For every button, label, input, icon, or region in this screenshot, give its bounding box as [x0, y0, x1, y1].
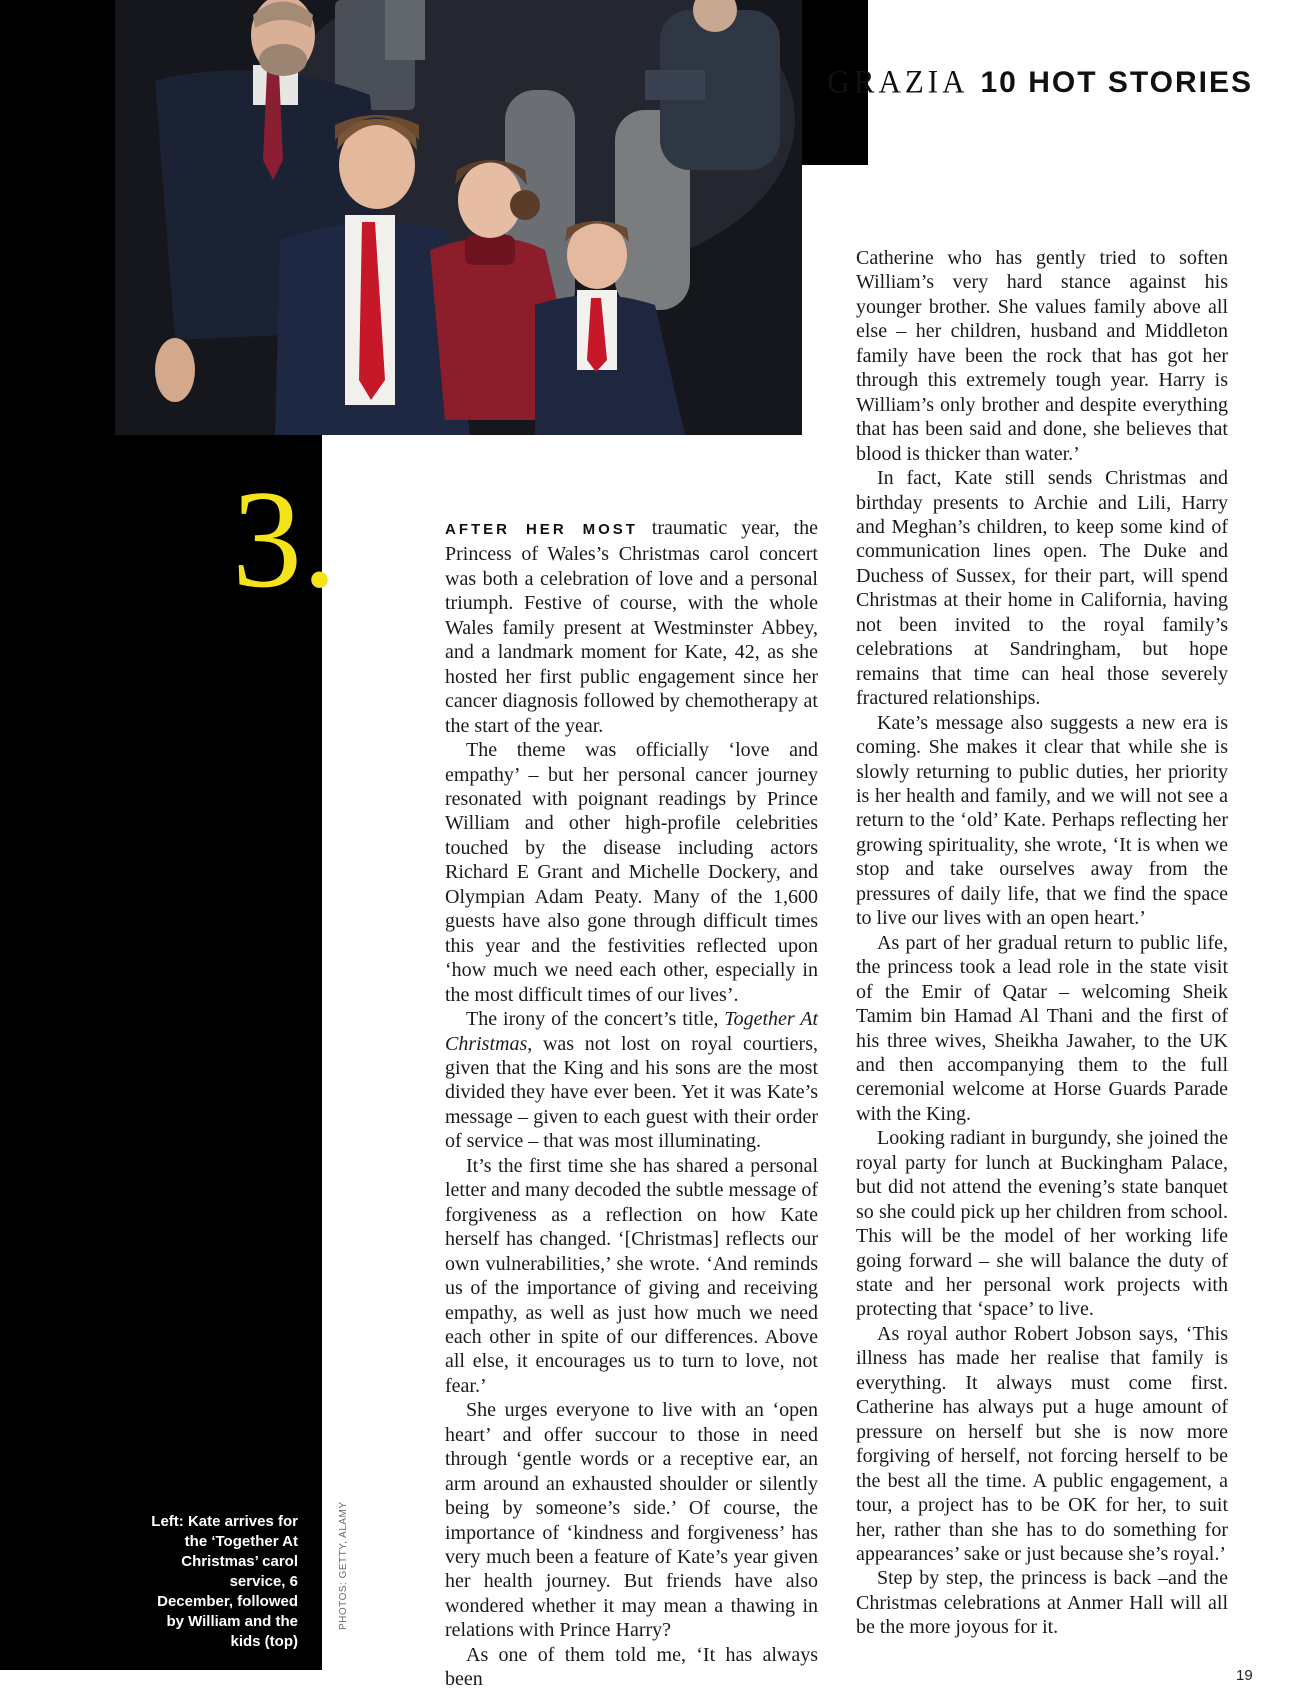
article-paragraph: The theme was officially ‘love and empathy’ – but her personal cancer journey resonated with poignant readings by Prince William and other high-profile celebrities touched by the disease including actors Richard E Grant and Michelle Dockery, and Olympian Adam Peaty. Many of the 1,600 guests have also gone through difficult times this year and the festivities reflected upon ‘how much we need each other, especially in the most difficult times of our lives’. — [445, 739, 818, 1006]
article-column-2 — [856, 246, 1228, 1640]
photo-illustration — [115, 0, 802, 435]
article-paragraph: As part of her gradual return to public life, the princess took a lead role in the state visit of the Emir of Qatar – welcoming Sheik Tamim bin Hamad Al Thani and the first of his three wives, Sheikha Jawaher, to the UK and then accompanying them to the full ceremonial welcome at Horse Guards Parade with the King. — [856, 931, 1228, 1125]
article-paragraph: Kate’s message also suggests a new era is coming. She makes it clear that while she is slowly returning to public duties, her priority is her health and family, and we will not see a return to the ‘old’ Kate. Perhaps reflecting her growing spirituality, she wrote, ‘It is when we stop and take ourselves away from the pressures of daily life, that we find the space to live our lives with an open heart.’ — [856, 711, 1228, 930]
section-title: 10 HOT STORIES — [980, 66, 1253, 99]
royal-family-photo — [115, 0, 802, 435]
article-paragraph: The irony of the concert’s title, Together At Christmas, was not lost on royal courtiers, given that the King and his sons are the most divided they have ever been. Yet it was Kate’s message – given to each guest with their order of service – that was most illuminating. — [445, 1008, 819, 1153]
article-paragraph: As royal author Robert Jobson says, ‘This illness has made her realise that family is everything. It always must come first. Catherine has always put a huge amount of pressure on herself but she is now more forgiving of herself, not forcing herself to be the best all the time. A public engagement, a tour, a project has to be OK for her, to suit her, rather than she has to do something for appearances’ sake or just because she’s royal.’ — [856, 1322, 1228, 1566]
article-paragraph: She urges everyone to live with an ‘open heart’ and offer succour to those in need through ‘gentle words or a receptive ear, an arm around an exhausted shoulder or silently being by someone’s side.’ Of course, the importance of ‘kindness and forgiveness’ has very much been a feature of Kate’s year given her health journey. But friends have also wondered whether it may mean a thawing in relations with Prince Harry? — [445, 1399, 818, 1642]
story-number: 3. — [232, 462, 337, 617]
page-number: 19 — [1236, 1667, 1253, 1684]
lead-in: AFTER HER MOST — [445, 521, 638, 538]
article-paragraph: Catherine who has gently tried to soften William’s very hard stance against his younger brother. She values family above all else – her children, husband and Middleton family have been the rock that has got her through this extremely tough year. Harry is William’s only brother and despite everything that has been said and done, she believes that blood is thicker than water.’ — [856, 247, 1228, 465]
article-paragraph: AFTER HER MOST traumatic year, the Princess of Wales’s Christmas carol concert was both a celebration of love and a personal triumph. Festive of course, with the whole Wales family present at Westminster Abbey, and a landmark moment for Kate, 42, as she hosted her first public engagement since her cancer diagnosis followed by chemotherapy at the start of the year. — [445, 517, 818, 737]
photo-caption: Left: Kate arrives for the ‘Together At Christmas’ carol service, 6 December, followed by William and the kids (top) — [151, 1513, 298, 1650]
article-paragraph: Step by step, the princess is back –and the Christmas celebrations at Anmer Hall will all be the more joyous for it. — [856, 1567, 1228, 1639]
article-paragraph: It’s the first time she has shared a personal letter and many decoded the subtle message of forgiveness as a reflection on how Kate herself has changed. ‘[Christmas] reflects our own vulnerabilities,’ she wrote. ‘And reminds us of the importance of giving and receiving empathy, as well as just how much we need each other in spite of our differences. Above all else, it encourages us to turn to love, not fear.’ — [445, 1154, 818, 1397]
concert-title: Together At Christmas — [445, 1008, 819, 1055]
magazine-brand: GRAZIA — [827, 63, 969, 100]
article-paragraph: As one of them told me, ‘It has always been — [445, 1643, 818, 1691]
article-paragraph: Looking radiant in burgundy, she joined the royal party for lunch at Buckingham Palace, but did not attend the evening’s state banquet so she could pick up her children from school. This will be the model of her working life going forward – she will balance the duty of state and her personal work projects with protecting that ‘space’ to live. — [856, 1127, 1228, 1321]
article-column-1 — [445, 516, 818, 1692]
article-paragraph: In fact, Kate still sends Christmas and birthday presents to Archie and Lili, Harry and Meghan’s children, to keep some kind of communication lines open. The Duke and Duchess of Sussex, for their part, will spend Christmas at their home in California, having not been invited to the royal family’s celebrations at Sandringham, but hope remains that time can heal those severely fractured relationships. — [856, 467, 1228, 710]
running-header — [827, 64, 1253, 104]
photo-credit: PHOTOS: GETTY, ALAMY — [338, 1501, 349, 1630]
